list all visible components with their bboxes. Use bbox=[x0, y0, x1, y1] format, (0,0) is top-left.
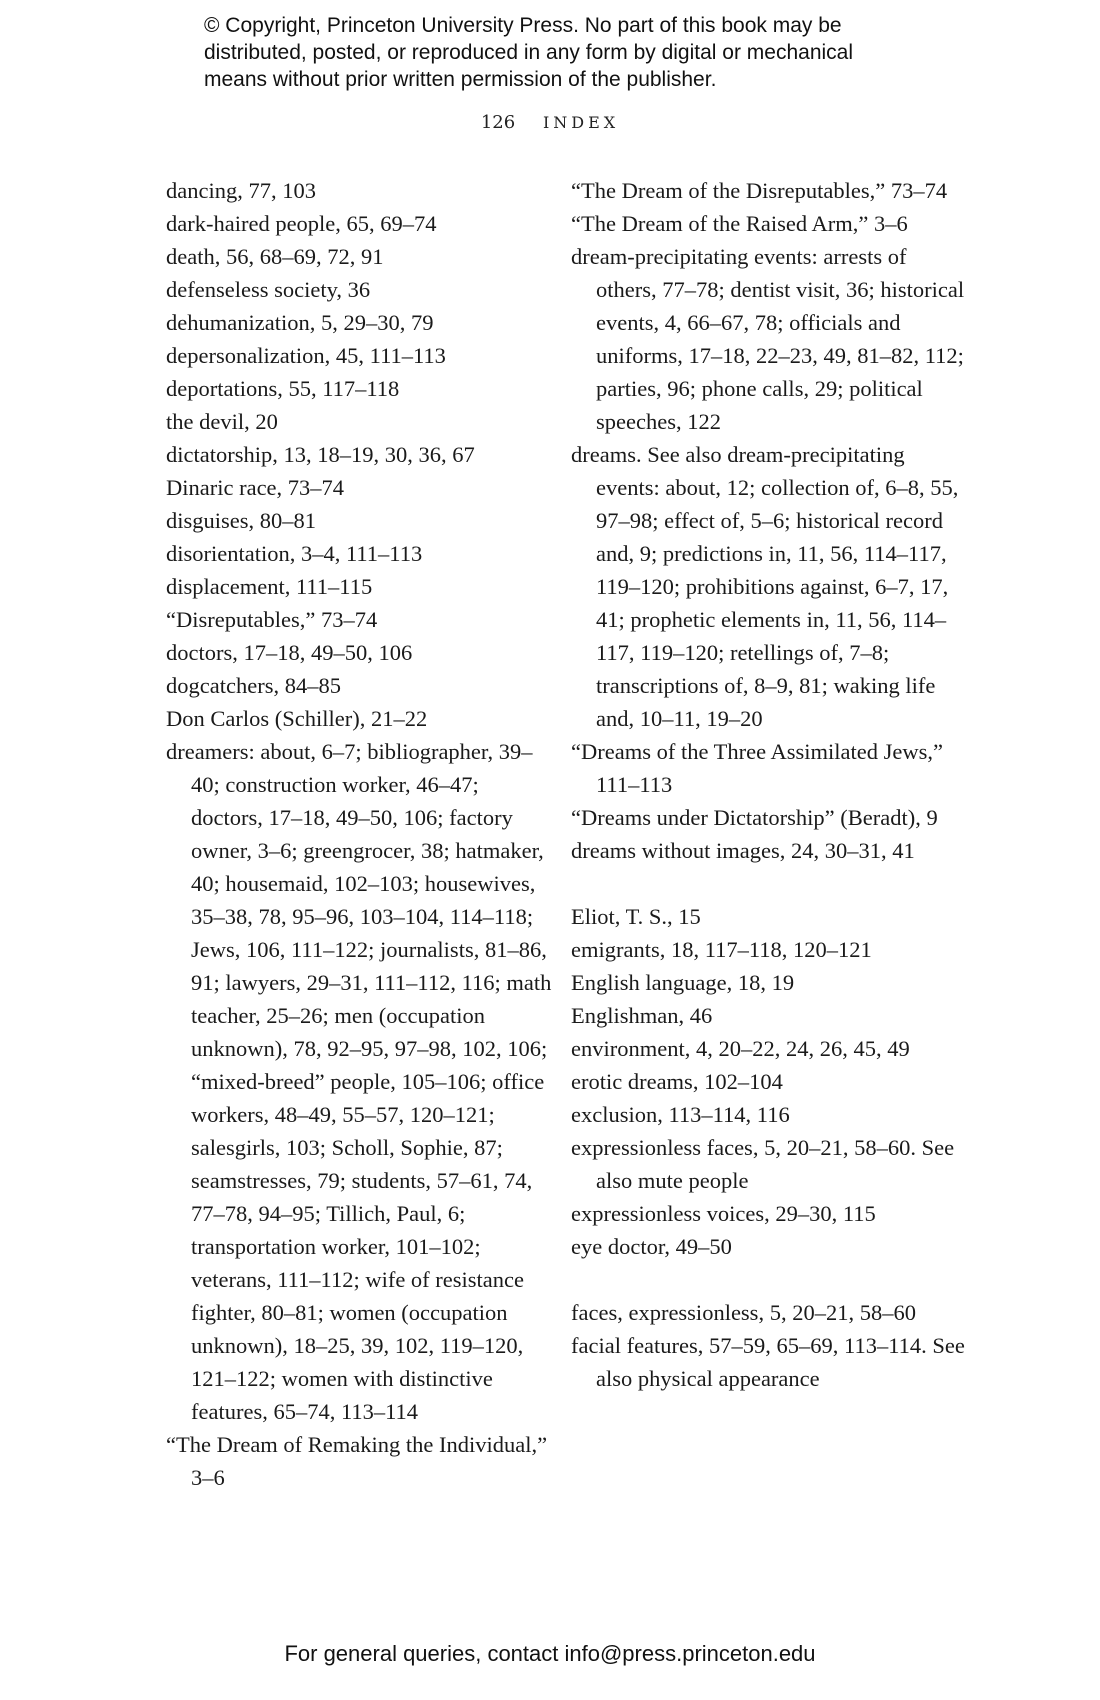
index-entry: Englishman, 46 bbox=[571, 1003, 713, 1028]
index-column-left bbox=[166, 174, 556, 1494]
index-entry: doctors, 17–18, 49–50, 106 bbox=[166, 640, 413, 665]
index-entry: dancing, 77, 103 bbox=[166, 178, 316, 203]
index-entry: Eliot, T. S., 15 bbox=[571, 904, 701, 929]
copyright-line: © Copyright, Princeton University Press. No part of this book may be bbox=[204, 14, 842, 37]
index-entry: dreamers: about, 6–7; bibliographer, 39–40; construction worker, 46–47; doctors, 17–18, 49–50, 106; factory owner, 3–6; greengrocer, 38; hatmaker, 40; housemaid, 102–103; housewives, 35–38, 78, 95–96, 103–104, 114–118; Jews, 106, 111–122; journalists, 81–86, 91; lawyers, 29–31, 111–112, 116; math teacher, 25–26; men (occupation unknown), 78, 92–95, 97–98, 102, 106; “mixed-breed” people, 105–106; office workers, 48–49, 55–57, 120–121; salesgirls, 103; Scholl, Sophie, 87; seamstresses, 79; students, 57–61, 74, 77–78, 94–95; Tillich, Paul, 6; transportation worker, 101–102; veterans, 111–112; wife of resistance fighter, 80–81; women (occupation unknown), 18–25, 39, 102, 119–120, 121–122; women with distinctive features, 65–74, 113–114 bbox=[166, 739, 552, 1424]
index-entry: English language, 18, 19 bbox=[571, 970, 795, 995]
index-entry: disorientation, 3–4, 111–113 bbox=[166, 541, 423, 566]
index-entry: dark-haired people, 65, 69–74 bbox=[166, 211, 437, 236]
index-entry: environment, 4, 20–22, 24, 26, 45, 49 bbox=[571, 1036, 910, 1061]
index-column-right bbox=[571, 174, 971, 1395]
index-entry: dream-precipitating events: arrests of others, 77–78; dentist visit, 36; historical events, 4, 66–67, 78; officials and uniforms, 17–18, 22–23, 49, 81–82, 112; parties, 96; phone calls, 29; political speeches, 122 bbox=[571, 244, 965, 434]
index-entry: disguises, 80–81 bbox=[166, 508, 317, 533]
index-entry: displacement, 111–115 bbox=[166, 574, 373, 599]
index-entry: facial features, 57–59, 65–69, 113–114. See also physical appearance bbox=[571, 1333, 965, 1391]
section-title: INDEX bbox=[542, 113, 620, 132]
index-entry: depersonalization, 45, 111–113 bbox=[166, 343, 446, 368]
index-entry: expressionless voices, 29–30, 115 bbox=[571, 1201, 876, 1226]
page-number: 126 bbox=[480, 112, 516, 133]
copyright-line: distributed, posted, or reproduced in any form by digital or mechanical bbox=[204, 41, 854, 64]
index-entry: faces, expressionless, 5, 20–21, 58–60 bbox=[571, 1300, 916, 1325]
index-entry: Dinaric race, 73–74 bbox=[166, 475, 345, 500]
index-entry: exclusion, 113–114, 116 bbox=[571, 1102, 790, 1127]
index-entry: defenseless society, 36 bbox=[166, 277, 371, 302]
index-entry: eye doctor, 49–50 bbox=[571, 1234, 732, 1259]
index-entry: “Dreams under Dictatorship” (Beradt), 9 bbox=[571, 805, 938, 830]
index-entry: “The Dream of Remaking the Individual,” 3–6 bbox=[166, 1432, 548, 1490]
footer-contact: For general queries, contact info@press.princeton.edu bbox=[284, 1641, 816, 1666]
copyright-notice bbox=[204, 12, 924, 93]
letter-group-divider bbox=[571, 867, 971, 900]
index-entry: “The Dream of the Raised Arm,” 3–6 bbox=[571, 211, 908, 236]
index-entry: “The Dream of the Disreputables,” 73–74 bbox=[571, 178, 948, 203]
index-entry: “Disreputables,” 73–74 bbox=[166, 607, 378, 632]
index-entry: deportations, 55, 117–118 bbox=[166, 376, 400, 401]
copyright-line: means without prior written permission of the publisher. bbox=[204, 68, 717, 91]
index-entry: the devil, 20 bbox=[166, 409, 278, 434]
index-entry: “Dreams of the Three Assimilated Jews,” 111–113 bbox=[571, 739, 943, 797]
index-entry: dehumanization, 5, 29–30, 79 bbox=[166, 310, 434, 335]
index-entry: dogcatchers, 84–85 bbox=[166, 673, 341, 698]
letter-group-divider bbox=[571, 1263, 971, 1296]
index-entry: death, 56, 68–69, 72, 91 bbox=[166, 244, 384, 269]
index-entry: Don Carlos (Schiller), 21–22 bbox=[166, 706, 428, 731]
running-head bbox=[0, 112, 1100, 133]
index-entry: dreams. See also dream-precipitating events: about, 12; collection of, 6–8, 55, 97–98; effect of, 5–6; historical record and, 9; predictions in, 11, 56, 114–117, 119–120; prohibitions against, 6–7, 17, 41; prophetic elements in, 11, 56, 114–117, 119–120; retellings of, 7–8; transcriptions of, 8–9, 81; waking life and, 10–11, 19–20 bbox=[571, 442, 959, 731]
index-entry: emigrants, 18, 117–118, 120–121 bbox=[571, 937, 872, 962]
index-entry: erotic dreams, 102–104 bbox=[571, 1069, 783, 1094]
index-entry: expressionless faces, 5, 20–21, 58–60. See also mute people bbox=[571, 1135, 955, 1193]
index-entry: dictatorship, 13, 18–19, 30, 36, 67 bbox=[166, 442, 475, 467]
index-entry: dreams without images, 24, 30–31, 41 bbox=[571, 838, 915, 863]
